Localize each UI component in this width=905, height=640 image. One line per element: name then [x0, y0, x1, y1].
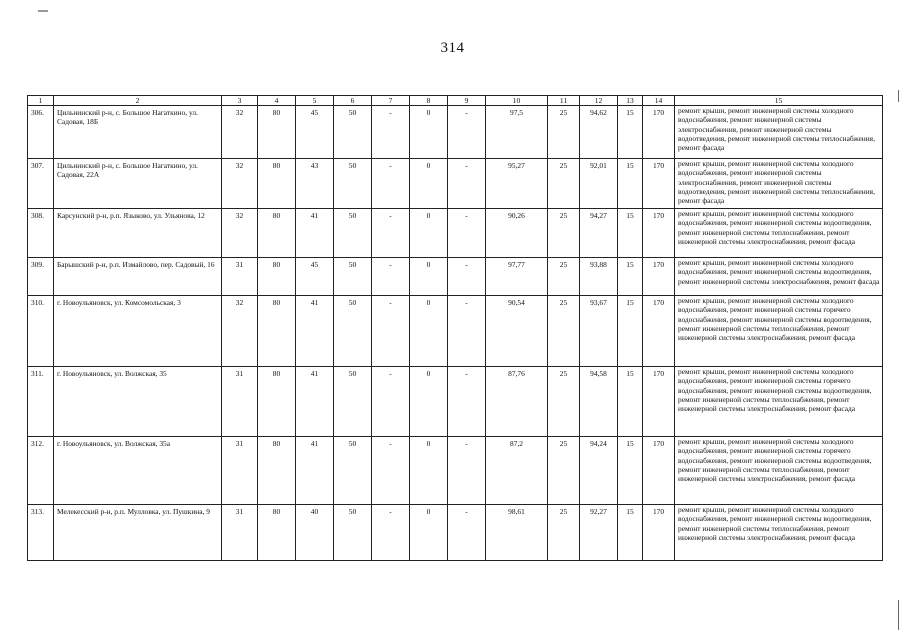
row-number-cell: 308. — [28, 209, 54, 258]
value-cell-col-14: 170 — [643, 106, 675, 159]
table-row — [28, 159, 883, 209]
value-cell-col-4: 80 — [258, 296, 296, 367]
value-cell-col-11: 25 — [548, 296, 580, 367]
table-row — [28, 258, 883, 296]
value-cell-col-7: - — [372, 296, 410, 367]
value-cell-col-6: 50 — [334, 258, 372, 296]
value-cell-col-12: 92,27 — [580, 505, 618, 561]
value-cell-col-4: 80 — [258, 367, 296, 437]
value-cell-col-12: 93,67 — [580, 296, 618, 367]
value-cell-col-14: 170 — [643, 505, 675, 561]
value-cell-col-9: - — [448, 505, 486, 561]
value-cell-col-14: 170 — [643, 437, 675, 505]
row-number-cell: 313. — [28, 505, 54, 561]
value-cell-col-13: 15 — [618, 437, 643, 505]
column-number-row — [28, 96, 883, 106]
column-header-14: 14 — [643, 96, 675, 106]
value-cell-col-14: 170 — [643, 367, 675, 437]
value-cell-col-10: 90,26 — [486, 209, 548, 258]
column-header-12: 12 — [580, 96, 618, 106]
value-cell-col-9: - — [448, 209, 486, 258]
value-cell-col-6: 50 — [334, 209, 372, 258]
value-cell-col-7: - — [372, 258, 410, 296]
value-cell-col-6: 50 — [334, 159, 372, 209]
value-cell-col-8: 0 — [410, 209, 448, 258]
column-header-2: 2 — [54, 96, 222, 106]
value-cell-col-9: - — [448, 437, 486, 505]
column-header-10: 10 — [486, 96, 548, 106]
value-cell-col-10: 98,61 — [486, 505, 548, 561]
works-cell: ремонт крыши, ремонт инженерной системы холодного водоснабжения, ремонт инженерной системы горячего водоснабжения, ремонт инженерной системы водоотведения, ремонт инженерной системы теплоснабжения, ремонт инженерной системы электроснабжения, ремонт фасада — [675, 296, 883, 367]
scan-edge-mark — [898, 600, 899, 630]
value-cell-col-12: 94,62 — [580, 106, 618, 159]
value-cell-col-6: 50 — [334, 367, 372, 437]
column-header-4: 4 — [258, 96, 296, 106]
value-cell-col-8: 0 — [410, 437, 448, 505]
value-cell-col-12: 94,27 — [580, 209, 618, 258]
value-cell-col-9: - — [448, 296, 486, 367]
value-cell-col-7: - — [372, 437, 410, 505]
value-cell-col-13: 15 — [618, 258, 643, 296]
value-cell-col-5: 45 — [296, 258, 334, 296]
value-cell-col-5: 45 — [296, 106, 334, 159]
value-cell-col-6: 50 — [334, 296, 372, 367]
value-cell-col-7: - — [372, 367, 410, 437]
value-cell-col-5: 40 — [296, 505, 334, 561]
address-cell: Цильнинский р-н, с. Большое Нагаткино, ул. Садовая, 18Б — [54, 106, 222, 159]
value-cell-col-6: 50 — [334, 106, 372, 159]
row-number-cell: 312. — [28, 437, 54, 505]
column-header-8: 8 — [410, 96, 448, 106]
value-cell-col-4: 80 — [258, 106, 296, 159]
table-row — [28, 437, 883, 505]
value-cell-col-10: 87,2 — [486, 437, 548, 505]
row-number-cell: 307. — [28, 159, 54, 209]
address-cell: Мелекесский р-н, р.п. Мулловка, ул. Пушкина, 9 — [54, 505, 222, 561]
works-cell: ремонт крыши, ремонт инженерной системы холодного водоснабжения, ремонт инженерной системы электроснабжения, ремонт инженерной системы водоотведения, ремонт инженерной системы теплоснабжения, ремонт фасада — [675, 159, 883, 209]
value-cell-col-4: 80 — [258, 505, 296, 561]
column-header-3: 3 — [222, 96, 258, 106]
value-cell-col-6: 50 — [334, 505, 372, 561]
value-cell-col-11: 25 — [548, 505, 580, 561]
value-cell-col-5: 41 — [296, 296, 334, 367]
value-cell-col-6: 50 — [334, 437, 372, 505]
value-cell-col-9: - — [448, 159, 486, 209]
column-header-13: 13 — [618, 96, 643, 106]
value-cell-col-4: 80 — [258, 159, 296, 209]
address-cell: Карсунский р-н, р.п. Языково, ул. Ульянова, 12 — [54, 209, 222, 258]
address-cell: Цильнинский р-н, с. Большое Нагаткино, ул. Садовая, 22А — [54, 159, 222, 209]
works-cell: ремонт крыши, ремонт инженерной системы холодного водоснабжения, ремонт инженерной системы горячего водоснабжения, ремонт инженерной системы водоотведения, ремонт инженерной системы теплоснабжения, ремонт инженерной системы электроснабжения, ремонт фасада — [675, 367, 883, 437]
value-cell-col-11: 25 — [548, 106, 580, 159]
value-cell-col-11: 25 — [548, 159, 580, 209]
value-cell-col-3: 32 — [222, 296, 258, 367]
value-cell-col-13: 15 — [618, 505, 643, 561]
value-cell-col-10: 90,54 — [486, 296, 548, 367]
value-cell-col-7: - — [372, 159, 410, 209]
works-cell: ремонт крыши, ремонт инженерной системы холодного водоснабжения, ремонт инженерной системы водоотведения, ремонт инженерной системы электроснабжения, ремонт фасада — [675, 258, 883, 296]
value-cell-col-7: - — [372, 106, 410, 159]
value-cell-col-3: 31 — [222, 367, 258, 437]
value-cell-col-11: 25 — [548, 209, 580, 258]
value-cell-col-4: 80 — [258, 209, 296, 258]
column-header-11: 11 — [548, 96, 580, 106]
value-cell-col-5: 41 — [296, 437, 334, 505]
value-cell-col-12: 93,88 — [580, 258, 618, 296]
scan-speck — [38, 10, 48, 12]
value-cell-col-11: 25 — [548, 367, 580, 437]
column-header-5: 5 — [296, 96, 334, 106]
works-cell: ремонт крыши, ремонт инженерной системы холодного водоснабжения, ремонт инженерной системы водоотведения, ремонт инженерной системы теплоснабжения, ремонт инженерной системы электроснабжения, ремонт фасада — [675, 505, 883, 561]
value-cell-col-3: 32 — [222, 159, 258, 209]
value-cell-col-5: 41 — [296, 367, 334, 437]
value-cell-col-10: 97,77 — [486, 258, 548, 296]
value-cell-col-4: 80 — [258, 437, 296, 505]
value-cell-col-7: - — [372, 505, 410, 561]
table-row — [28, 505, 883, 561]
table-row — [28, 296, 883, 367]
page-number: 314 — [440, 40, 465, 56]
value-cell-col-8: 0 — [410, 367, 448, 437]
value-cell-col-3: 32 — [222, 209, 258, 258]
repair-program-table — [27, 95, 883, 561]
value-cell-col-4: 80 — [258, 258, 296, 296]
row-number-cell: 310. — [28, 296, 54, 367]
table-row — [28, 209, 883, 258]
row-number-cell: 311. — [28, 367, 54, 437]
value-cell-col-3: 32 — [222, 106, 258, 159]
row-number-cell: 306. — [28, 106, 54, 159]
works-cell: ремонт крыши, ремонт инженерной системы холодного водоснабжения, ремонт инженерной системы горячего водоснабжения, ремонт инженерной системы водоотведения, ремонт инженерной системы теплоснабжения, ремонт инженерной системы электроснабжения, ремонт фасада — [675, 437, 883, 505]
column-header-15: 15 — [675, 96, 883, 106]
works-cell: ремонт крыши, ремонт инженерной системы холодного водоснабжения, ремонт инженерной системы электроснабжения, ремонт инженерной системы водоотведения, ремонт инженерной системы теплоснабжения, ремонт фасада — [675, 106, 883, 159]
column-header-6: 6 — [334, 96, 372, 106]
value-cell-col-11: 25 — [548, 437, 580, 505]
value-cell-col-5: 41 — [296, 209, 334, 258]
address-cell: Барышский р-н, р.п. Измайлово, пер. Садовый, 16 — [54, 258, 222, 296]
table-body — [28, 106, 883, 561]
value-cell-col-14: 170 — [643, 296, 675, 367]
value-cell-col-12: 92,01 — [580, 159, 618, 209]
value-cell-col-9: - — [448, 106, 486, 159]
value-cell-col-8: 0 — [410, 505, 448, 561]
value-cell-col-14: 170 — [643, 209, 675, 258]
table-header — [28, 96, 883, 106]
value-cell-col-3: 31 — [222, 505, 258, 561]
address-cell: г. Новоульяновск, ул. Комсомольская, 3 — [54, 296, 222, 367]
table-row — [28, 367, 883, 437]
table-row — [28, 106, 883, 159]
column-header-7: 7 — [372, 96, 410, 106]
value-cell-col-9: - — [448, 367, 486, 437]
value-cell-col-10: 87,76 — [486, 367, 548, 437]
value-cell-col-3: 31 — [222, 437, 258, 505]
value-cell-col-8: 0 — [410, 258, 448, 296]
value-cell-col-8: 0 — [410, 106, 448, 159]
address-cell: г. Новоульяновск, ул. Волжская, 35а — [54, 437, 222, 505]
column-header-9: 9 — [448, 96, 486, 106]
value-cell-col-5: 43 — [296, 159, 334, 209]
value-cell-col-12: 94,24 — [580, 437, 618, 505]
works-cell: ремонт крыши, ремонт инженерной системы холодного водоснабжения, ремонт инженерной системы водоотведения, ремонт инженерной системы теплоснабжения, ремонт инженерной системы электроснабжения, ремонт фасада — [675, 209, 883, 258]
value-cell-col-13: 15 — [618, 106, 643, 159]
value-cell-col-13: 15 — [618, 367, 643, 437]
value-cell-col-13: 15 — [618, 296, 643, 367]
value-cell-col-13: 15 — [618, 209, 643, 258]
scan-edge-mark — [898, 90, 899, 102]
value-cell-col-12: 94,58 — [580, 367, 618, 437]
value-cell-col-14: 170 — [643, 159, 675, 209]
value-cell-col-8: 0 — [410, 296, 448, 367]
column-header-1: 1 — [28, 96, 54, 106]
value-cell-col-9: - — [448, 258, 486, 296]
value-cell-col-7: - — [372, 209, 410, 258]
value-cell-col-13: 15 — [618, 159, 643, 209]
value-cell-col-8: 0 — [410, 159, 448, 209]
value-cell-col-14: 170 — [643, 258, 675, 296]
value-cell-col-10: 95,27 — [486, 159, 548, 209]
row-number-cell: 309. — [28, 258, 54, 296]
address-cell: г. Новоульяновск, ул. Волжская, 35 — [54, 367, 222, 437]
value-cell-col-10: 97,5 — [486, 106, 548, 159]
value-cell-col-11: 25 — [548, 258, 580, 296]
value-cell-col-3: 31 — [222, 258, 258, 296]
